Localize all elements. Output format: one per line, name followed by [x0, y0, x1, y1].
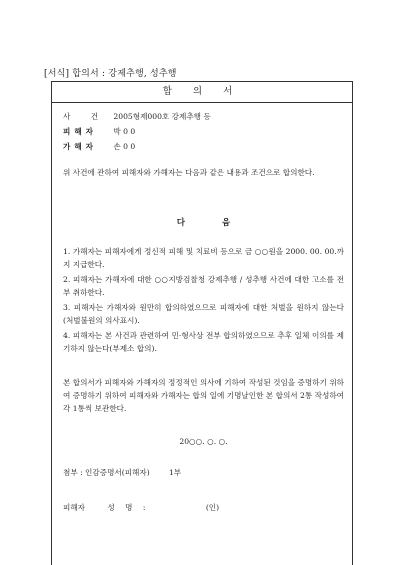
intro-paragraph: 위 사건에 관하여 피해자와 가해자는 다음과 같은 내용과 조건으로 합의한다. [63, 168, 315, 177]
victim-label: 피해자 [63, 127, 98, 136]
seal-mark: (인) [205, 503, 220, 512]
document-caption: [서식] 합의서 : 강제추행, 성추행 [44, 69, 177, 79]
list-item: 1. 가해자는 피해자에게 정신적 피해 및 치료비 등으로 금 ○○원을 2000. 00. 00.까지 지급한다. [63, 247, 344, 269]
case-row [63, 110, 211, 123]
list-item: 3. 피해자는 가해자와 원만히 합의하였으므로 피해자에 대한 처벌을 원하지 않는다(처벌불원의 의사표시). [63, 303, 344, 325]
offender-row [63, 140, 135, 153]
list-item: 2. 피해자는 가해자에 대한 ○○지방검찰청 강제추행 / 성추행 사건에 대한 고소를 전부 취하한다. [63, 275, 344, 297]
offender-value: 손 0 0 [113, 142, 136, 151]
signature-role: 피해자 [63, 503, 86, 512]
offender-label: 가해자 [63, 142, 98, 151]
form-title: 합 의 서 [52, 82, 352, 103]
victim-value: 박 0 0 [113, 127, 136, 136]
signature-line [63, 501, 219, 514]
signature-name-label: 성 명 : [107, 503, 146, 512]
list-item: 4. 피해자는 본 사건과 관련하여 민·형사상 전부 합의하였으므로 추후 일체 이의를 제기하지 않는다(부제소 합의). [63, 331, 344, 353]
closing-paragraph: 본 합의서가 피해자와 가해자의 정정적인 의사에 기하여 작성된 것임을 증명하기 위하여 증명하기 위하여 피해자와 가해자는 합의 일에 기명날인한 본 합의서 2통 작성하여 각 1통씩 보관한다. [63, 378, 344, 413]
section-heading: 다 음 [176, 218, 231, 228]
agreement-date: 20○○. ○. ○. [179, 437, 228, 446]
case-label: 사 건 [63, 112, 108, 121]
agreement-form [51, 81, 353, 565]
attachment-line: 첨부 : 인감증명서(피해자) 1부 [63, 468, 182, 477]
victim-row [63, 125, 135, 138]
case-value: 2005형제000호 강제추행 등 [113, 112, 211, 121]
